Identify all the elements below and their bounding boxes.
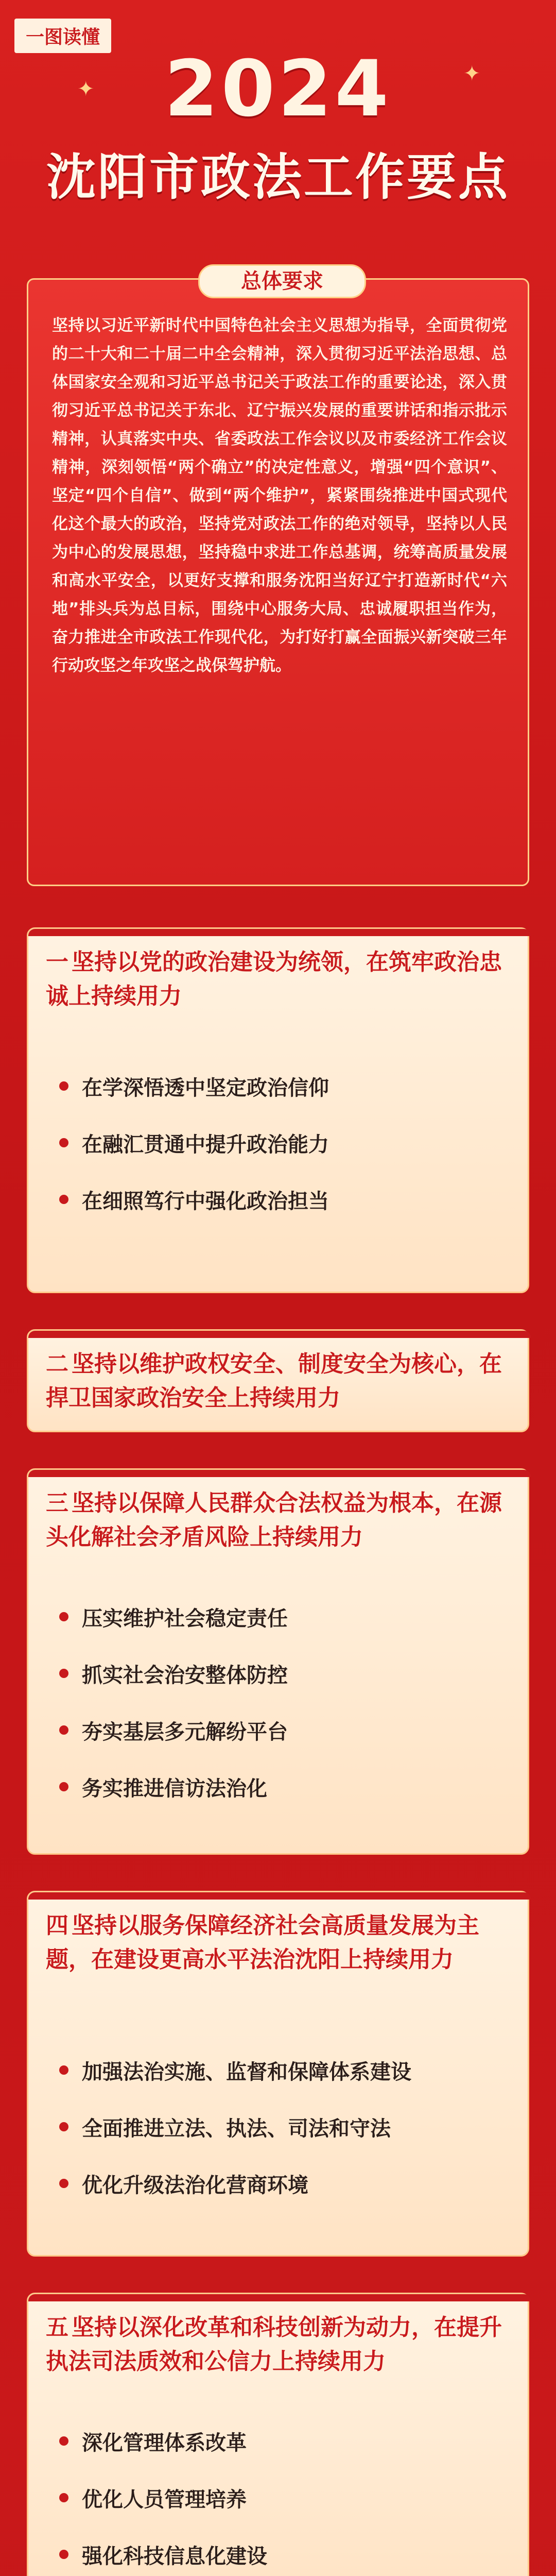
bullet-icon <box>59 2179 68 2188</box>
section-title: 五 坚持以深化改革和科技创新为动力，在提升执法司法质效和公信力上持续用力 <box>46 2311 509 2379</box>
bullet-icon <box>59 1081 68 1091</box>
list-item: 在融汇贯通中提升政治能力 <box>59 1114 502 1171</box>
bullet-icon <box>59 2550 68 2559</box>
list-item: 优化升级法治化营商环境 <box>59 2155 502 2212</box>
list-item: 深化管理体系改革 <box>59 2413 502 2469</box>
section-number: 三 <box>46 1490 68 1516</box>
bullet-icon <box>59 1195 68 1204</box>
bullet-icon <box>59 2436 68 2446</box>
star-icon: ✦ <box>77 77 95 101</box>
list-item: 抓实社会治安整体防控 <box>59 1645 502 1702</box>
star-icon: ✦ <box>463 62 481 86</box>
bullet-icon <box>59 2122 68 2131</box>
list-item: 全面推进立法、执法、司法和守法 <box>59 2098 502 2155</box>
section-item-list <box>59 1058 502 1228</box>
section-number: 四 <box>46 1912 68 1939</box>
bullet-icon <box>59 2493 68 2502</box>
list-item: 务实推进信访法治化 <box>59 1758 502 1815</box>
section-card-1 <box>27 927 529 1293</box>
section-item-list <box>59 1588 502 1815</box>
card-top-bar <box>28 1470 531 1477</box>
summary-card <box>27 269 529 886</box>
bullet-icon <box>59 2065 68 2075</box>
bullet-icon <box>59 1782 68 1791</box>
summary-heading: 总体要求 <box>198 264 366 298</box>
list-item: 在细照笃行中强化政治担当 <box>59 1171 502 1228</box>
header-tag: 一图读懂 <box>14 19 111 53</box>
summary-text: 坚持以习近平新时代中国特色社会主义思想为指导，全面贯彻党的二十大和二十届二中全会精神，深入贯彻习近平法治思想、总体国家安全观和习近平总书记关于政法工作的重要论述，深入贯彻习近平总书记关于东北、辽宁振兴发展的重要讲话和指示批示精神，认真落实中央、省委政法工作会议以及市委经济工作会议精神，深刻领悟“两个确立”的决定性意义，增强“四个意识”、坚定“四个自信”、做到“两个维护”，紧紧围绕推进中国式现代化这个最大的政治，坚持党对政法工作的绝对领导，坚持以人民为中心的发展思想，坚持稳中求进工作总基调，统筹高质量发展和高水平安全，以更好支撑和服务沈阳当好辽宁打造新时代“六地”排头兵为总目标，围绕中心服务大局、忠诚履职担当作为，奋力推进全市政法工作现代化，为打好打赢全面振兴新突破三年行动攻坚之年攻坚之战保驾护航。 <box>52 316 507 675</box>
section-title: 三 坚持以保障人民群众合法权益为根本，在源头化解社会矛盾风险上持续用力 <box>46 1486 509 1554</box>
page-title: 沈阳市政法工作要点 <box>46 148 510 206</box>
bullet-icon <box>59 1669 68 1678</box>
list-item: 压实维护社会稳定责任 <box>59 1588 502 1645</box>
section-item-list <box>59 2413 502 2576</box>
section-number: 一 <box>46 949 68 975</box>
section-card-2 <box>27 1329 529 1432</box>
section-card-3 <box>27 1468 529 1855</box>
card-top-bar <box>28 1892 531 1900</box>
list-item: 强化科技信息化建设 <box>59 2526 502 2576</box>
list-item: 在学深悟透中坚定政治信仰 <box>59 1058 502 1114</box>
section-item-list <box>59 2042 502 2212</box>
section-title: 一 坚持以党的政治建设为统领，在筑牢政治忠诚上持续用力 <box>46 945 509 1013</box>
list-item: 夯实基层多元解纷平台 <box>59 1702 502 1758</box>
section-card-5 <box>27 2293 529 2576</box>
list-item: 加强法治实施、监督和保障体系建设 <box>59 2042 502 2098</box>
section-title: 四 坚持以服务保障经济社会高质量发展为主题，在建设更高水平法治沈阳上持续用力 <box>46 1909 509 1977</box>
section-number: 二 <box>46 1351 68 1377</box>
header-year: 2024 <box>164 44 392 134</box>
bullet-icon <box>59 1725 68 1735</box>
section-title: 二 坚持以维护政权安全、制度安全为核心，在捍卫国家政治安全上持续用力 <box>46 1347 509 1415</box>
list-item: 优化人员管理培养 <box>59 2469 502 2526</box>
card-top-bar <box>28 2294 531 2301</box>
bullet-icon <box>59 1612 68 1621</box>
bullet-icon <box>59 1138 68 1147</box>
section-card-4 <box>27 1891 529 2257</box>
card-top-bar <box>28 1331 531 1338</box>
card-top-bar <box>28 929 531 936</box>
section-number: 五 <box>46 2314 68 2341</box>
